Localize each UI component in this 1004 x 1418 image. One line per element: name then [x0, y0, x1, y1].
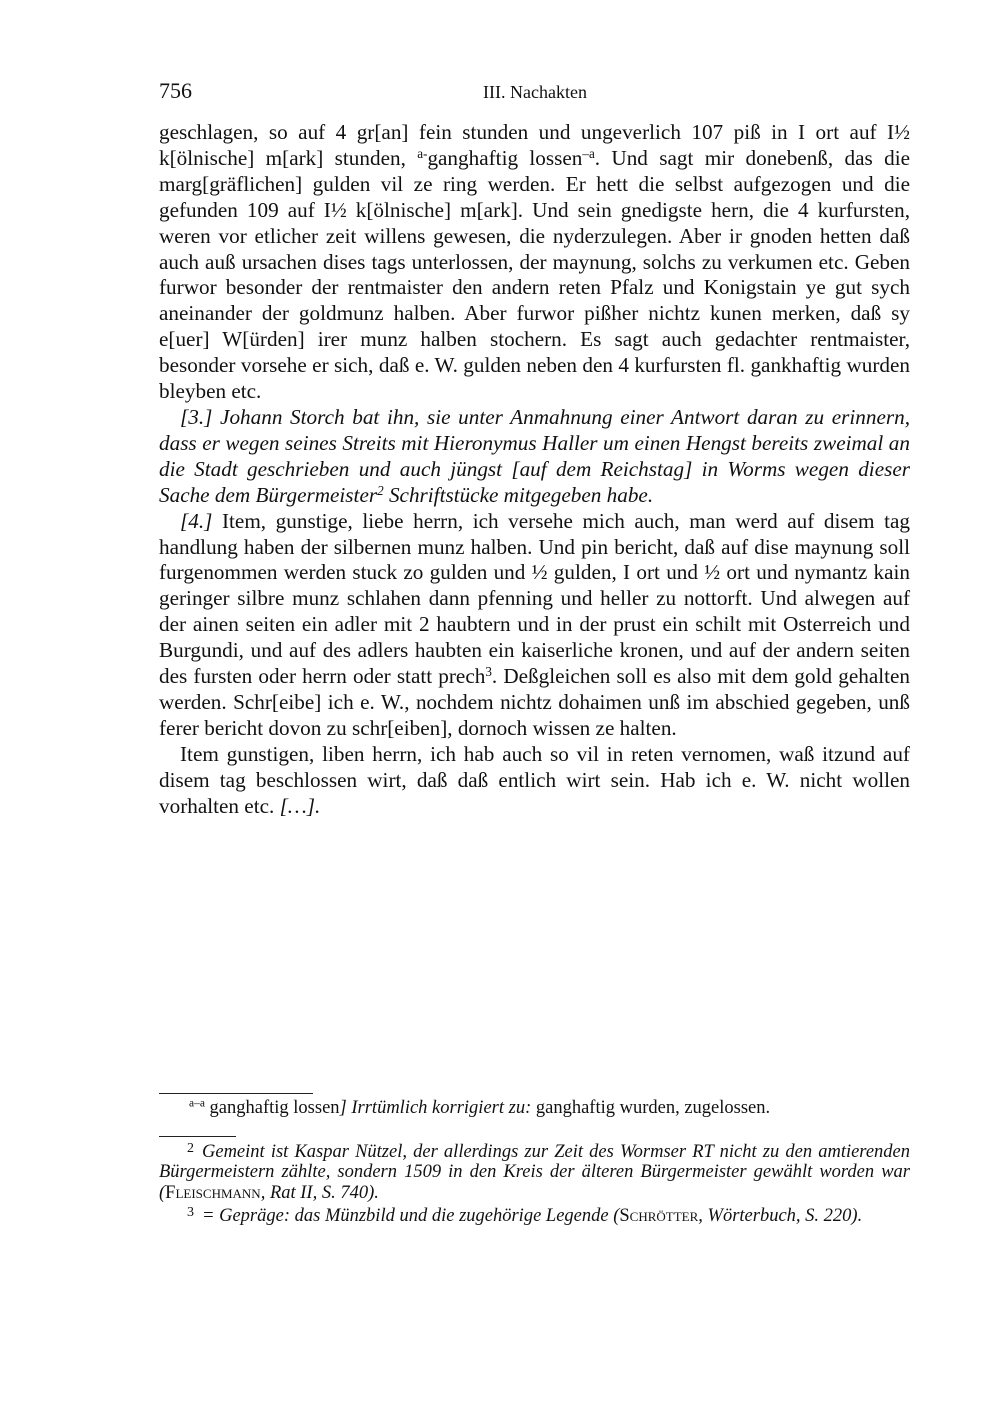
numbered-footnotes [159, 1139, 910, 1227]
text: = Gepräge: das Münzbild und die zugehörige Legende ( [202, 1206, 620, 1227]
text: Gemeint ist Kaspar Nützel, der allerdings zur Zeit des Wormser RT nicht zu den amtierenden Bürgermeistern zählte, sondern 1509 in den Kreis der älteren Bürgermeister gewählt worden war ( [159, 1141, 910, 1203]
footnote-rule-numbered [159, 1136, 236, 1137]
note-italic: Irrtümlich korrigiert zu: [351, 1098, 532, 1118]
footnote-number: 3 [187, 1205, 194, 1221]
text: geschlagen, so auf 4 gr[an] fein stunden und ungeverlich 107 piß in I ort auf I½ k[ölnische] m[ark] stunden, [159, 120, 910, 170]
text: , Rat II, S. 740). [260, 1182, 379, 1203]
critical-mark-close: –a [582, 145, 595, 161]
critical-mark: a–a [189, 1097, 205, 1110]
footnote-ref-2[interactable]: 2 [377, 482, 384, 498]
author-name: Schrötter [619, 1206, 699, 1227]
omission-mark: […]. [279, 793, 321, 818]
main-text [159, 120, 910, 819]
paragraph-1 [159, 120, 910, 405]
footnote-3 [159, 1203, 910, 1226]
running-head: III. Nachakten [483, 82, 587, 102]
footnote-2 [159, 1139, 910, 1203]
text: . Und sagt mir donebenß, das die marg[gräflichen] gulden vil ze ring werden. Er hett die selbst aufgezogen und die gefunden 109 auf I½ k[ölnische] m[ark]. Und sein gnedigste hern, die 4 kurfursten, weren vor etlicher zeit willens gewesen, die nyderzulegen. Aber ir gnoden hetten daß auch auß ursachen dises tags unterlossen, der maynung, solchs zu verkumen etc. Geben furwor besonder der rentmaister den andern reten Pfalz und Konigstain ye gut sych aneinander der goldmunz halben. Aber furwor pißher nichtz kunen merken, daß sy e[uer] W[ürden] irer munz halben stochern. Es sagt auch gedachter rentmaister, besonder vorsehe er sich, daß e. W. gulden neben den 4 kurfursten fl. gankhaftig wurden bleyben etc. [159, 145, 911, 404]
lemma-bracket: ] [339, 1098, 352, 1118]
text: Schriftstücke mitgegeben habe. [383, 482, 654, 507]
author-name: Fleischmann [165, 1182, 261, 1203]
page-number: 756 [159, 78, 192, 103]
reading: ganghaftig wurden, zugelossen. [531, 1098, 771, 1118]
text: Item gunstigen, liben herrn, ich hab auch so vil in reten vernomen, waß itzund auf disem tag beschlossen wirt, daß daß entlich wirt sein. Hab ich e. W. nicht wollen vorhalten etc. [159, 741, 910, 818]
paragraph-4 [159, 742, 910, 820]
critical-apparatus-note [159, 1096, 910, 1120]
text: Item, gunstige, liebe herrn, ich versehe mich auch, man werd auf disem tag handlung haben der silbernen munz halben. Und pin bericht, daß auf dise maynung soll furgenommen werden stuck zo gulden und ½ gulden, I ort und ½ ort und nymantz kain geringer silbre munz schlahen dann pfenning und heller zu nottorft. Und alwegen auf der ainen seiten ein adler mit 2 haubtern und in der prust ein schilt mit Osterreich und Burgundi, und auf des adlers haubten ein kaiserliche kronen, und auf der andern seiten des fursten oder herrn oder statt prech [159, 508, 910, 689]
footnote-ref-3[interactable]: 3 [485, 663, 492, 679]
text: , Wörterbuch, S. 220). [698, 1206, 863, 1227]
paragraph-2-summary [159, 405, 910, 509]
text: ganghaftig lossen [427, 145, 583, 170]
lemma: ganghaftig lossen [204, 1098, 340, 1118]
section-label: [4.] [180, 508, 213, 533]
footnote-rule-critical [159, 1093, 313, 1094]
text: [3.] Johann Storch bat ihn, sie unter Anmahnung einer Antwort daran zu erinnern, dass er wegen seines Streits mit Hieronymus Haller um einen Hengst bereits zweimal an die Stadt geschrieben und auch jüngst [auf dem Reichstag] in Worms wegen dieser Sache dem Bürgermeister [159, 404, 910, 507]
footnote-number: 2 [187, 1141, 194, 1156]
critical-mark-open: a- [417, 145, 428, 161]
paragraph-3 [159, 509, 910, 742]
text: . Deßgleichen soll es also mit dem gold gehalten werden. Schr[eibe] ich e. W., nochdem nichtz dohaimen unß im abschied gegeben, unß ferer bericht dovon zu schr[eiben], dornoch wissen ze halten. [159, 664, 910, 740]
